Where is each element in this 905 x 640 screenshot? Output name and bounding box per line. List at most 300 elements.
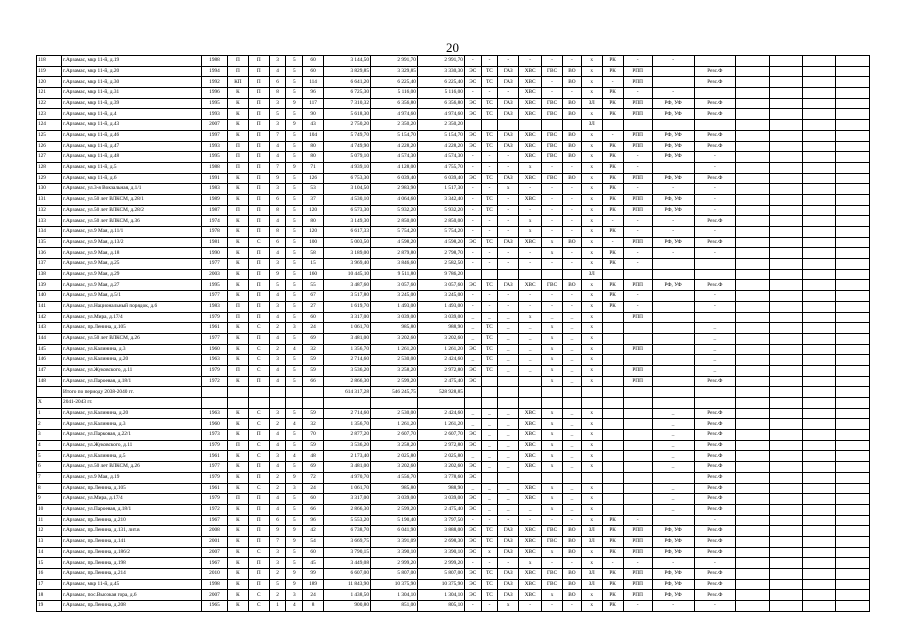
table-cell: х	[581, 333, 602, 344]
table-cell	[836, 365, 870, 376]
table-cell: 2 350,20	[417, 120, 464, 131]
table-cell: 1988	[201, 162, 227, 173]
table-cell: -	[498, 291, 519, 302]
table-cell: ХВС	[519, 451, 542, 462]
table-cell: ЭС	[464, 536, 481, 547]
table-cell: 130	[37, 184, 62, 195]
table-cell	[769, 430, 802, 441]
table-cell	[769, 66, 802, 77]
table-cell: 1993	[201, 141, 227, 152]
table-cell	[769, 462, 802, 473]
table-cell: П	[228, 152, 249, 163]
table-cell: _	[519, 344, 542, 355]
table-cell: РПП	[623, 173, 652, 184]
table-cell: 1996	[201, 88, 227, 99]
table-cell	[836, 184, 870, 195]
table-cell	[736, 216, 769, 227]
table-cell	[769, 365, 802, 376]
table-cell: 11	[37, 515, 62, 526]
table-cell: -	[602, 558, 623, 569]
table-cell: ЗЛ	[581, 120, 602, 131]
table-row	[37, 376, 870, 387]
table-cell	[836, 227, 870, 238]
table-cell	[652, 66, 694, 77]
table-cell	[464, 269, 481, 280]
table-cell	[769, 515, 802, 526]
table-cell: 72	[303, 472, 324, 483]
table-cell: 985,80	[370, 323, 417, 334]
table-cell	[803, 462, 836, 473]
table-cell: 3 104,50	[324, 184, 371, 195]
table-cell: 4 598,20	[370, 237, 417, 248]
table-cell: ЗЛ	[581, 579, 602, 590]
table-cell	[803, 173, 836, 184]
table-cell	[803, 237, 836, 248]
table-cell: 37	[303, 194, 324, 205]
table-cell	[201, 398, 227, 409]
table-cell: ВО	[563, 173, 582, 184]
table-cell	[769, 77, 802, 88]
table-cell: -	[481, 301, 498, 312]
table-cell: П	[248, 248, 269, 259]
table-cell: ЭС	[464, 365, 481, 376]
table-cell: 1 261,20	[370, 344, 417, 355]
table-cell	[652, 312, 694, 323]
table-cell: 5	[286, 141, 303, 152]
table-cell: 24	[303, 590, 324, 601]
table-cell: х	[581, 173, 602, 184]
table-cell: 8	[303, 601, 324, 612]
table-cell: ЭС	[464, 237, 481, 248]
table-cell: -	[623, 291, 652, 302]
table-cell: ВО	[563, 98, 582, 109]
table-cell: 1963	[201, 355, 227, 366]
table-cell: -	[652, 558, 694, 569]
table-cell: 1973	[201, 430, 227, 441]
table-cell: -	[694, 227, 736, 238]
table-cell	[836, 248, 870, 259]
table-cell	[542, 387, 563, 398]
table-cell: х	[542, 451, 563, 462]
table-cell: 132	[37, 205, 62, 216]
table-cell: х	[581, 355, 602, 366]
table-cell: ТС	[481, 173, 498, 184]
table-cell: ВО	[563, 569, 582, 580]
table-row	[37, 590, 870, 601]
table-cell	[652, 291, 694, 302]
table-cell: г.Арзамас, мкр 11-й, д.47	[62, 141, 202, 152]
table-cell: Резс.Ф	[694, 376, 736, 387]
table-cell: ГВС	[542, 526, 563, 537]
table-cell	[836, 301, 870, 312]
table-cell	[803, 526, 836, 537]
table-cell: 134	[37, 227, 62, 238]
table-cell: 6 225,40	[370, 77, 417, 88]
table-cell: 2 599,20	[370, 376, 417, 387]
table-cell: Резс.Ф	[694, 419, 736, 430]
table-cell: _	[481, 312, 498, 323]
table-cell	[736, 365, 769, 376]
table-cell: _	[563, 419, 582, 430]
table-cell: 6 641,20	[324, 77, 371, 88]
table-cell: 96	[303, 515, 324, 526]
table-row	[37, 323, 870, 334]
table-cell: -	[563, 162, 582, 173]
table-cell	[836, 205, 870, 216]
table-cell: ГВС	[542, 536, 563, 547]
table-cell	[736, 440, 769, 451]
table-cell: -	[519, 248, 542, 259]
table-cell: ЭС	[464, 569, 481, 580]
table-cell	[652, 259, 694, 270]
table-cell: г.Арзамас, мкр 11-й, д.43	[62, 120, 202, 131]
table-cell: П	[228, 162, 249, 173]
table-cell: РК	[602, 280, 623, 291]
table-cell: -	[519, 601, 542, 612]
table-cell: П	[248, 227, 269, 238]
table-cell: 60	[303, 312, 324, 323]
table-cell: 1 438,50	[324, 590, 371, 601]
table-cell: _	[464, 333, 481, 344]
table-cell: -	[498, 259, 519, 270]
table-cell: 3 391,09	[370, 536, 417, 547]
table-cell: х	[542, 419, 563, 430]
table-cell: г.Арзамас, ул.Калинина, д.20	[62, 355, 202, 366]
table-cell: 2 475,40	[417, 504, 464, 515]
table-cell	[736, 579, 769, 590]
table-cell: _	[652, 451, 694, 462]
table-cell: -	[481, 162, 498, 173]
table-cell: 7	[37, 472, 62, 483]
table-cell: х	[581, 419, 602, 430]
table-cell: 1 304,10	[417, 590, 464, 601]
table-row	[37, 88, 870, 99]
table-cell: -	[542, 77, 563, 88]
table-cell: Резс.Ф	[694, 472, 736, 483]
table-cell	[652, 365, 694, 376]
table-cell: 5	[286, 237, 303, 248]
table-cell	[623, 451, 652, 462]
table-cell: 60	[303, 56, 324, 67]
table-cell: 5	[286, 547, 303, 558]
table-cell: _	[498, 419, 519, 430]
table-cell: х	[542, 323, 563, 334]
table-cell	[623, 269, 652, 280]
table-cell: П	[248, 333, 269, 344]
table-cell	[803, 430, 836, 441]
table-cell: -	[481, 248, 498, 259]
table-cell: РК	[602, 141, 623, 152]
table-cell: х	[581, 504, 602, 515]
table-cell	[769, 569, 802, 580]
table-cell	[803, 248, 836, 259]
table-cell	[769, 504, 802, 515]
table-cell: х	[581, 237, 602, 248]
table-cell: -	[481, 88, 498, 99]
table-cell: 4 128,00	[370, 162, 417, 173]
table-cell: 4	[37, 440, 62, 451]
table-cell: _	[694, 323, 736, 334]
table-cell: ХВС	[519, 173, 542, 184]
table-cell: П	[248, 291, 269, 302]
table-cell	[498, 387, 519, 398]
table-cell	[736, 558, 769, 569]
table-cell	[602, 430, 623, 441]
table-cell	[836, 280, 870, 291]
table-row	[37, 141, 870, 152]
table-cell: ТС	[481, 194, 498, 205]
table-cell: 2 350,20	[370, 120, 417, 131]
table-cell: К	[228, 120, 249, 131]
table-cell: РФ, УФ	[652, 98, 694, 109]
table-cell: -	[694, 601, 736, 612]
table-cell: РФ, УФ	[652, 141, 694, 152]
table-cell	[623, 440, 652, 451]
table-cell: К	[228, 547, 249, 558]
table-cell	[736, 569, 769, 580]
table-cell	[694, 88, 736, 99]
table-cell: РПП	[623, 205, 652, 216]
table-cell: 4 530,10	[324, 194, 371, 205]
table-cell: _	[519, 504, 542, 515]
table-cell: К	[228, 601, 249, 612]
table-cell: х	[581, 216, 602, 227]
table-cell: х	[581, 88, 602, 99]
table-cell	[736, 344, 769, 355]
table-cell: Резс.Ф	[694, 66, 736, 77]
table-cell: РК	[602, 301, 623, 312]
table-cell: х	[581, 77, 602, 88]
table-cell: 3 846,60	[370, 259, 417, 270]
table-cell: 148	[37, 376, 62, 387]
table-cell: 2 599,20	[370, 504, 417, 515]
table-cell	[370, 398, 417, 409]
table-cell: 3 481,00	[324, 333, 371, 344]
table-cell	[769, 483, 802, 494]
table-cell: Резс.Ф	[694, 440, 736, 451]
table-cell: 3	[37, 430, 62, 441]
table-cell: К	[228, 237, 249, 248]
table-cell: 12	[37, 526, 62, 537]
table-cell: 4	[269, 440, 286, 451]
table-cell	[652, 355, 694, 366]
table-cell: 1960	[201, 344, 227, 355]
table-cell: П	[248, 494, 269, 505]
table-cell	[563, 269, 582, 280]
table-cell: -	[563, 515, 582, 526]
table-cell	[769, 451, 802, 462]
table-cell: 2 850,00	[370, 216, 417, 227]
table-cell	[736, 472, 769, 483]
table-cell: _	[498, 408, 519, 419]
table-cell: 43	[303, 120, 324, 131]
table-cell: 1 261,20	[417, 344, 464, 355]
table-cell: 2 582,50	[417, 259, 464, 270]
table-cell: Резс.Ф	[694, 569, 736, 580]
table-cell: х	[581, 312, 602, 323]
table-cell	[736, 430, 769, 441]
table-cell: -	[563, 216, 582, 227]
table-cell: _	[481, 451, 498, 462]
table-cell: 3 189,00	[324, 248, 371, 259]
table-row	[37, 451, 870, 462]
table-cell	[623, 462, 652, 473]
table-row	[37, 494, 870, 505]
table-cell	[652, 120, 694, 131]
table-cell: -	[694, 194, 736, 205]
table-cell: 27	[303, 301, 324, 312]
table-cell: х	[581, 248, 602, 259]
table-cell: 988,90	[417, 483, 464, 494]
table-cell: х	[581, 194, 602, 205]
table-cell	[769, 173, 802, 184]
table-cell: х	[581, 430, 602, 441]
table-cell	[769, 547, 802, 558]
table-cell: 2 999,20	[370, 558, 417, 569]
table-cell: 32	[303, 344, 324, 355]
table-cell: 3 202,60	[417, 462, 464, 473]
table-cell: 1979	[201, 312, 227, 323]
table-cell: РК	[602, 88, 623, 99]
table-cell: 528 928,85	[417, 387, 464, 398]
table-row	[37, 419, 870, 430]
table-cell	[736, 504, 769, 515]
table-cell: _	[563, 462, 582, 473]
table-cell: С	[248, 547, 269, 558]
table-cell: -	[563, 259, 582, 270]
table-cell	[769, 88, 802, 99]
table-cell: _	[519, 365, 542, 376]
table-cell: РФ, УФ	[652, 526, 694, 537]
table-cell: 1 061,70	[324, 483, 371, 494]
table-row	[37, 462, 870, 473]
table-cell	[836, 152, 870, 163]
table-cell: 4	[286, 451, 303, 462]
table-cell	[286, 387, 303, 398]
table-cell	[803, 569, 836, 580]
table-cell	[694, 387, 736, 398]
table-cell: 5	[286, 376, 303, 387]
table-cell: 6 039,40	[370, 173, 417, 184]
table-cell: -	[481, 56, 498, 67]
table-cell: 24	[303, 323, 324, 334]
table-cell: -	[542, 194, 563, 205]
table-row	[37, 56, 870, 67]
table-cell	[803, 376, 836, 387]
table-cell: г.Арзамас, ул.9 Мая, д.25	[62, 259, 202, 270]
table-cell: РК	[602, 515, 623, 526]
table-cell: -	[563, 558, 582, 569]
table-cell	[602, 323, 623, 334]
table-cell: -	[498, 88, 519, 99]
table-cell: 6 356,80	[417, 98, 464, 109]
table-cell: -	[464, 184, 481, 195]
table-cell: 1972	[201, 376, 227, 387]
table-cell: 1974	[201, 216, 227, 227]
table-cell: -	[481, 259, 498, 270]
table-cell: г.Арзамас, ул.Жуковского, д.11	[62, 365, 202, 376]
table-cell: -	[563, 205, 582, 216]
table-cell: 3 317,00	[324, 312, 371, 323]
table-cell: РК	[602, 601, 623, 612]
table-cell: 5	[286, 355, 303, 366]
table-cell: _	[563, 494, 582, 505]
table-cell: П	[248, 88, 269, 99]
table-cell: 1983	[201, 184, 227, 195]
table-cell: РФ, УФ	[652, 130, 694, 141]
table-cell: г.Арзамас, мкр 11-й, д.6	[62, 173, 202, 184]
table-cell: 1965	[201, 601, 227, 612]
table-cell	[623, 504, 652, 515]
table-cell: 7 310,32	[324, 98, 371, 109]
table-cell	[769, 216, 802, 227]
table-cell: -	[652, 88, 694, 99]
table-row	[37, 558, 870, 569]
table-row	[37, 515, 870, 526]
table-cell: 1989	[201, 194, 227, 205]
table-cell	[736, 526, 769, 537]
table-cell	[769, 344, 802, 355]
table-cell	[769, 601, 802, 612]
table-cell	[652, 301, 694, 312]
table-cell: 2 972,80	[417, 365, 464, 376]
table-cell: РФ, УФ	[652, 152, 694, 163]
table-cell	[769, 259, 802, 270]
table-cell: Резс.Ф	[694, 526, 736, 537]
table-cell	[803, 387, 836, 398]
table-cell: 3 797,50	[417, 515, 464, 526]
table-cell: 24	[303, 483, 324, 494]
table-cell: 4	[269, 333, 286, 344]
table-cell	[563, 387, 582, 398]
table-cell: г.Арзамас, мкр 11-й, д.45	[62, 579, 202, 590]
table-cell	[736, 323, 769, 334]
table-cell	[736, 98, 769, 109]
table-cell	[736, 88, 769, 99]
table-cell	[836, 269, 870, 280]
table-cell: 1997	[201, 130, 227, 141]
table-cell: 2 750,20	[324, 120, 371, 131]
table-cell	[769, 408, 802, 419]
table-cell: 10 445,10	[324, 269, 371, 280]
table-cell: РК	[602, 579, 623, 590]
table-cell: П	[248, 162, 269, 173]
table-cell: К	[228, 269, 249, 280]
table-cell: _	[652, 462, 694, 473]
table-cell: х	[519, 216, 542, 227]
table-cell	[769, 130, 802, 141]
table-cell: 7	[269, 130, 286, 141]
table-cell	[803, 398, 836, 409]
table-cell: РПП	[623, 312, 652, 323]
table-cell: 4 574,30	[417, 152, 464, 163]
table-cell: П	[228, 312, 249, 323]
table-cell	[736, 483, 769, 494]
table-cell	[803, 291, 836, 302]
table-cell: 45	[303, 558, 324, 569]
table-cell: РФ, УФ	[652, 205, 694, 216]
table-cell	[736, 312, 769, 323]
table-row	[37, 109, 870, 120]
table-cell	[836, 472, 870, 483]
table-cell	[736, 547, 769, 558]
table-cell: 80	[303, 152, 324, 163]
table-cell: ГВС	[542, 173, 563, 184]
table-cell: ГВС	[542, 579, 563, 590]
table-cell: _	[481, 504, 498, 515]
table-cell: 2 850,00	[417, 216, 464, 227]
table-cell: 2 607,70	[417, 430, 464, 441]
